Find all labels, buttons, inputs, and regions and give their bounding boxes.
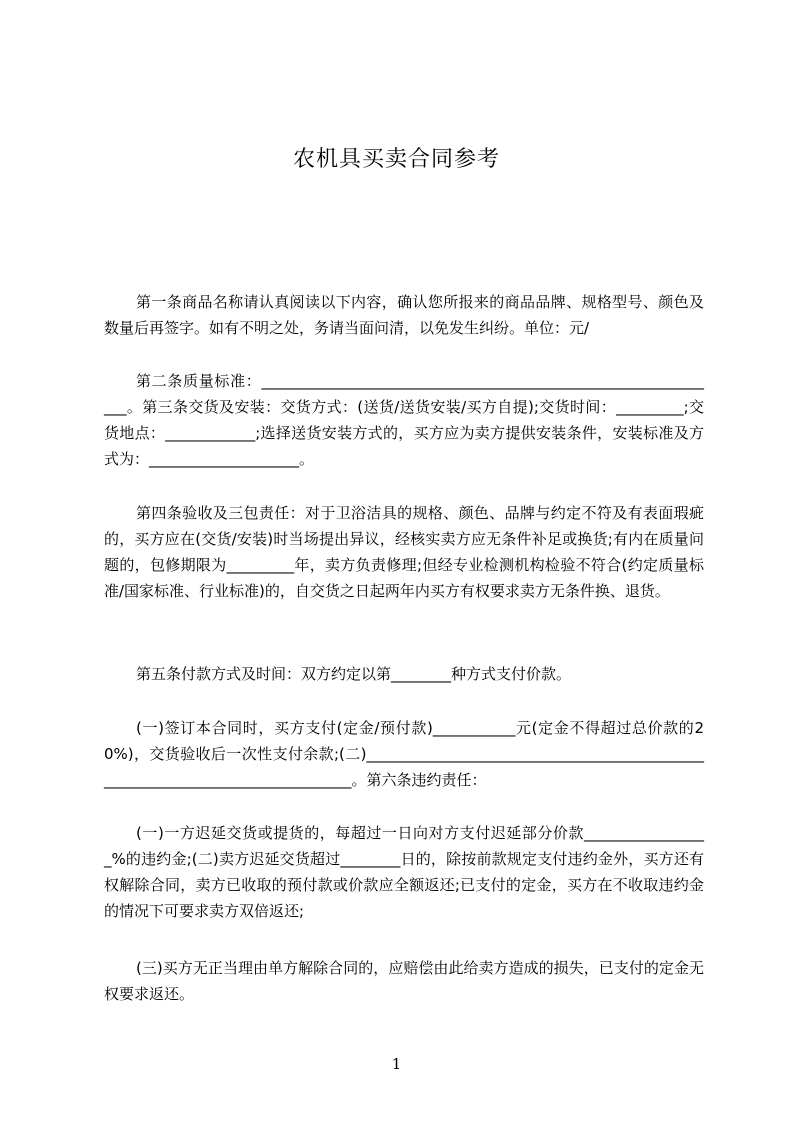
clause-5-paragraph: 第五条付款方式及时间：双方约定以第________种方式支付价款。 [136,665,572,683]
clause-2-3-paragraph: 第二条质量标准：______________________________________________________________。第三条交货及安装：交货方式：(送货/送货安装/买方自提);交货时间：_________;交货地点：____________;选择送货安装方式的，买方应为卖方提供安装条件，安装标准及方式为：____________________。 [104,372,704,468]
breach-liability-paragraph: (一)一方迟延交货或提货的，每超过一日向对方支付迟延部分价款_________________%的违约金;(二)卖方迟延交货超过________日的，除按前款规定支付违约金外，买方还有权解除合同，卖方已收取的预付款或价款应全额返还;已支付的定金，买方在不收取违约金的情况下可要求卖方双倍返还; [104,824,704,920]
document-title: 农机具买卖合同参考 [292,147,500,172]
clause-4-paragraph: 第四条验收及三包责任：对于卫浴洁具的规格、颜色、品牌与约定不符及有表面瑕疵的，买方应在(交货/安装)时当场提出异议，经核实卖方应无条件补足或换货;有内在质量问题的，包修期限为_________年，卖方负责修理;但经专业检测机构检验不符合(约定质量标准/国家标准、行业标准)的，自交货之日起两年内买方有权要求卖方无条件换、退货。 [104,504,704,600]
payment-terms-paragraph: (一)签订本合同时，买方支付(定金/预付款)___________元(定金不得超过总价款的20%)，交货验收后一次性支付余款;(二)______________________________________________________________________________。第六条违约责任： [104,719,704,789]
page-number: 1 [391,1055,402,1073]
termination-paragraph: (三)买方无正当理由单方解除合同的，应赔偿由此给卖方造成的损失，已支付的定金无权要求返还。 [104,959,704,1003]
clause-1-paragraph: 第一条商品名称请认真阅读以下内容，确认您所报来的商品品牌、规格型号、颜色及数量后再签字。如有不明之处，务请当面问清，以免发生纠纷。单位：元/ [104,293,704,337]
